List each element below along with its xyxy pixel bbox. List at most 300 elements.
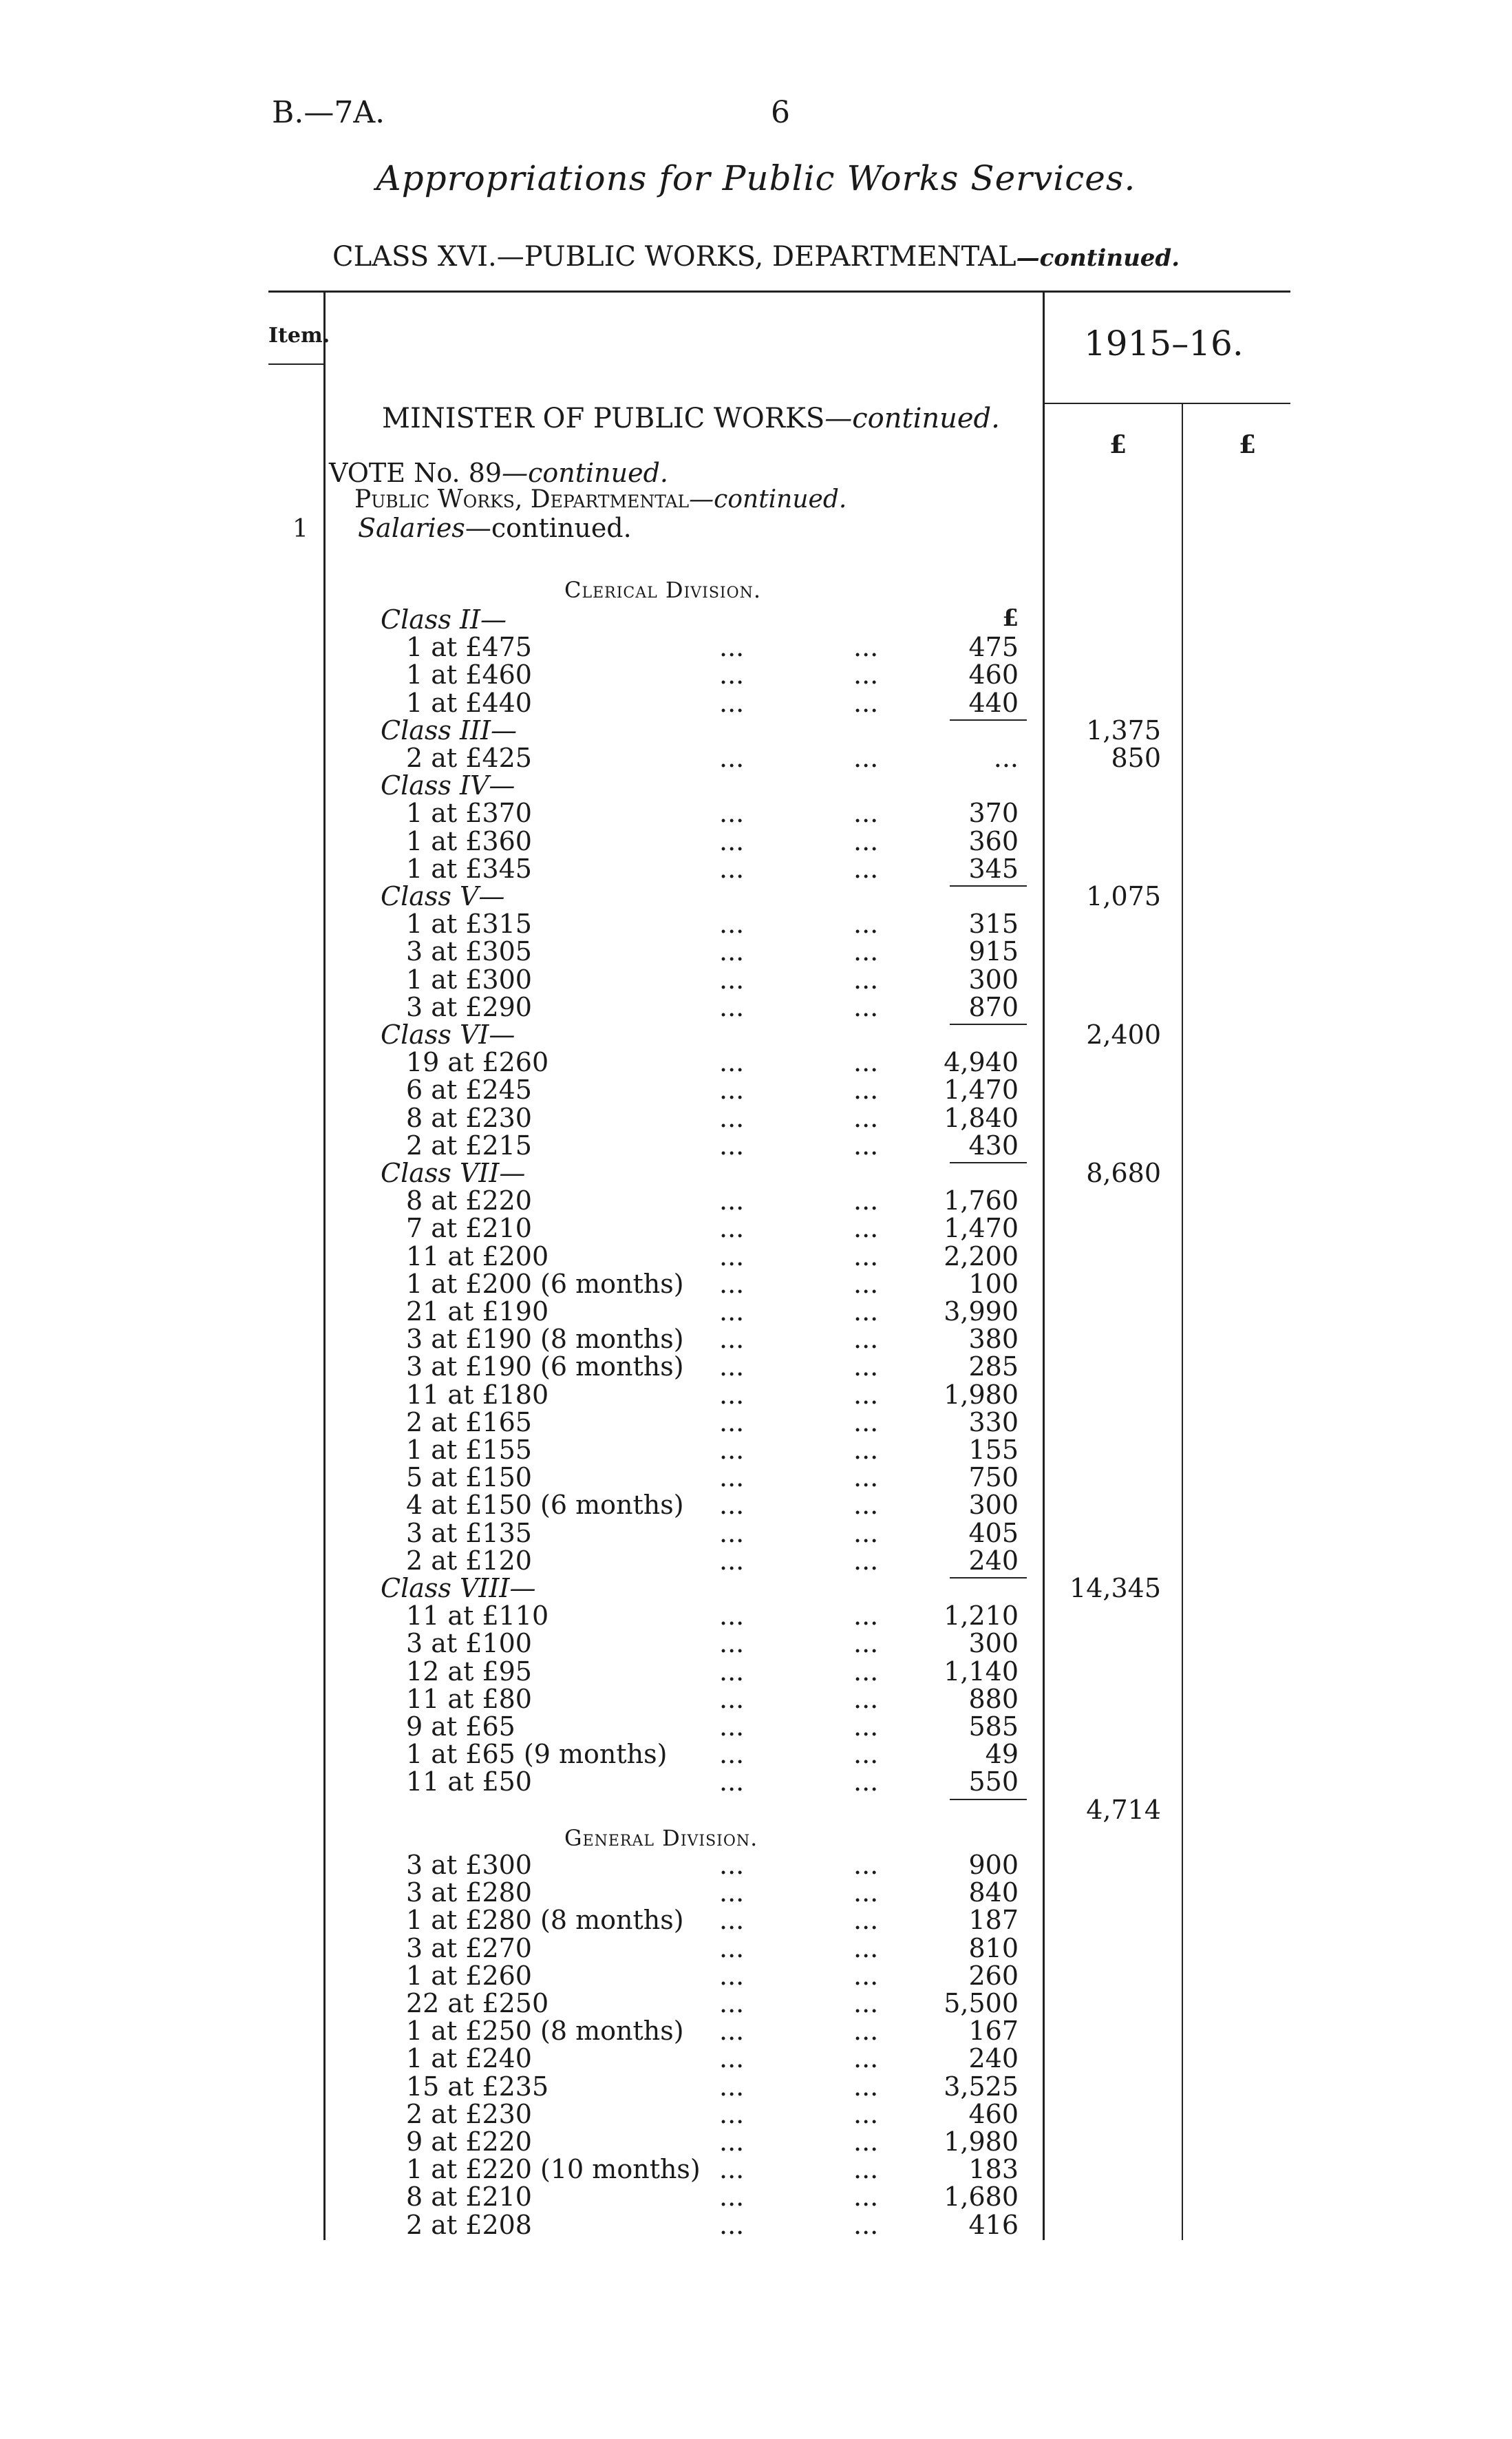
table-row: [0, 1877, 1512, 1908]
leader-dots: ...: [719, 2154, 745, 2185]
leader-dots: ...: [853, 659, 879, 690]
line-amount: 360: [968, 825, 1019, 856]
class-label: Class II—: [381, 604, 507, 635]
leader-dots: ...: [853, 825, 879, 856]
leader-dots: ...: [719, 1435, 745, 1465]
line-amount: 370: [968, 798, 1019, 829]
class-row: [0, 770, 1512, 801]
line-amount: 1,980: [944, 2126, 1019, 2157]
table-row: [0, 1628, 1512, 1659]
leader-dots: ...: [853, 1102, 879, 1133]
line-amount: 300: [968, 964, 1019, 995]
line-amount: 330: [968, 1406, 1019, 1437]
line-amount: 167: [968, 2016, 1019, 2047]
table-row: [0, 1268, 1512, 1299]
line-amount: 430: [968, 1130, 1019, 1161]
class-label: Class IV—: [381, 770, 515, 801]
class-heading-main: CLASS XVI.—PUBLIC WORKS, DEPARTMENTAL: [332, 241, 1016, 273]
leader-dots: ...: [853, 1960, 879, 1991]
leader-dots: ...: [719, 632, 745, 663]
leader-dots: ...: [853, 1656, 879, 1687]
leader-dots: ...: [719, 853, 745, 884]
subtotal-rule: [950, 1799, 1027, 1800]
line-amount: 155: [968, 1435, 1019, 1465]
minister-heading-continued: —continued.: [824, 403, 1000, 434]
leader-dots: ...: [719, 1683, 745, 1714]
line-label: 1 at £65 (9 months): [406, 1739, 668, 1770]
line-label: 1 at £360: [406, 825, 532, 856]
line-label: 3 at £100: [406, 1628, 532, 1659]
line-amount: 3,525: [944, 2071, 1019, 2102]
table-row: [0, 909, 1512, 940]
leader-dots: ...: [853, 1185, 879, 1216]
line-label: 1 at £240: [406, 2043, 532, 2074]
table-row: [0, 659, 1512, 690]
vote-heading: [329, 458, 668, 488]
leader-dots: ...: [719, 659, 745, 690]
line-label: 3 at £290: [406, 991, 532, 1022]
leader-dots: ...: [853, 1462, 879, 1493]
table-row: [0, 2043, 1512, 2074]
line-label: 1 at £440: [406, 687, 532, 718]
class-row: [0, 1573, 1512, 1601]
line-label: 3 at £300: [406, 1850, 532, 1880]
line-amount: 187: [968, 1905, 1019, 1936]
leader-dots: ...: [719, 1932, 745, 1963]
leader-dots: ...: [719, 1296, 745, 1327]
table-row: [0, 1517, 1512, 1548]
leader-dots: ...: [853, 1268, 879, 1299]
public-works-heading-continued: —continued.: [689, 485, 847, 514]
table-row: [0, 1296, 1512, 1327]
leader-dots: ...: [719, 2209, 745, 2240]
line-amount: 880: [968, 1683, 1019, 1714]
table-row: [0, 1351, 1512, 1382]
table-row: [0, 2098, 1512, 2129]
leader-dots: ...: [853, 687, 879, 718]
pound-symbol-total: £: [1239, 430, 1257, 459]
line-amount: 750: [968, 1462, 1019, 1493]
table-row: [0, 1490, 1512, 1521]
line-amount: £: [1002, 604, 1019, 632]
class-heading: [0, 241, 1512, 273]
leader-dots: ...: [719, 825, 745, 856]
line-label: 1 at £155: [406, 1435, 532, 1465]
line-amount: 1,470: [944, 1075, 1019, 1106]
table-row: [0, 1545, 1512, 1576]
line-amount: 870: [968, 991, 1019, 1022]
line-label: 9 at £65: [406, 1711, 515, 1742]
leader-dots: ...: [719, 2126, 745, 2157]
leader-dots: ...: [719, 1185, 745, 1216]
leader-dots: ...: [853, 743, 879, 773]
line-label: 8 at £230: [406, 1102, 532, 1133]
table-row: [0, 687, 1512, 718]
line-amount: 285: [968, 1351, 1019, 1382]
leader-dots: ...: [853, 1932, 879, 1963]
vote-heading-main: VOTE No. 89: [329, 458, 502, 488]
page-number: 6: [771, 95, 790, 130]
leader-dots: ...: [853, 1766, 879, 1797]
line-amount: 416: [968, 2209, 1019, 2240]
leader-dots: ...: [719, 1850, 745, 1880]
leader-dots: ...: [719, 1268, 745, 1299]
leader-dots: ...: [719, 1047, 745, 1078]
item-number: 1: [292, 515, 308, 543]
leader-dots: ...: [853, 1075, 879, 1106]
table-row: [0, 1739, 1512, 1770]
leader-dots: ...: [719, 1324, 745, 1355]
vote-heading-continued: —continued.: [502, 458, 668, 488]
line-label: 2 at £120: [406, 1545, 532, 1576]
line-label: 3 at £280: [406, 1877, 532, 1908]
line-label: 11 at £80: [406, 1683, 532, 1714]
table-row: [0, 798, 1512, 829]
leader-dots: ...: [853, 1517, 879, 1548]
public-works-heading-main: Public Works, Departmental: [354, 485, 690, 514]
leader-dots: ...: [853, 2043, 879, 2074]
line-amount: 1,470: [944, 1213, 1019, 1244]
line-label: 4 at £150 (6 months): [406, 1490, 684, 1521]
table-row: [0, 1905, 1512, 1936]
line-amount: 840: [968, 1877, 1019, 1908]
table-row: [0, 826, 1512, 854]
leader-dots: ...: [853, 2154, 879, 2185]
salaries-heading-main: Salaries: [358, 513, 465, 543]
leader-dots: ...: [853, 1711, 879, 1742]
table-row: [0, 1075, 1512, 1106]
table-row: [0, 1988, 1512, 2016]
table-row: [0, 1130, 1512, 1161]
leader-dots: ...: [719, 1351, 745, 1382]
leader-dots: ...: [853, 632, 879, 663]
line-amount: 2,200: [944, 1240, 1019, 1271]
leader-dots: ...: [853, 1351, 879, 1382]
year-column-header: 1915–16.: [1084, 324, 1244, 363]
line-label: 1 at £220 (10 months): [406, 2154, 701, 2185]
leader-dots: ...: [853, 964, 879, 995]
line-amount: 300: [968, 1628, 1019, 1659]
leader-dots: ...: [719, 1711, 745, 1742]
class-row: [0, 881, 1512, 909]
leader-dots: ...: [853, 1601, 879, 1632]
line-amount: 1,210: [944, 1601, 1019, 1632]
table-row: [0, 1379, 1512, 1410]
line-label: 6 at £245: [406, 1075, 532, 1106]
leader-dots: ...: [719, 2182, 745, 2213]
leader-dots: ...: [719, 1656, 745, 1687]
line-amount: 550: [968, 1766, 1019, 1797]
line-label: 19 at £260: [406, 1047, 549, 1078]
leader-dots: ...: [853, 2209, 879, 2240]
item-head-rule: [268, 363, 323, 365]
leader-dots: ...: [719, 1240, 745, 1271]
leader-dots: ...: [719, 1739, 745, 1770]
table-row: [0, 1683, 1512, 1714]
table-row: [0, 2126, 1512, 2157]
leader-dots: ...: [719, 1102, 745, 1133]
line-amount: 5,500: [944, 1988, 1019, 2018]
leader-dots: ...: [853, 1296, 879, 1327]
leader-dots: ...: [853, 1240, 879, 1271]
line-amount: 100: [968, 1268, 1019, 1299]
table-row: [0, 2071, 1512, 2102]
clerical-division-title: Clerical Division.: [564, 577, 762, 603]
leader-dots: ...: [853, 2126, 879, 2157]
table-row: [0, 964, 1512, 995]
table-row: [0, 1766, 1512, 1797]
line-label: 3 at £190 (8 months): [406, 1324, 684, 1355]
line-amount: 300: [968, 1490, 1019, 1521]
line-label: 1 at £370: [406, 798, 532, 829]
line-amount: 915: [968, 936, 1019, 967]
leader-dots: ...: [853, 798, 879, 829]
line-label: 11 at £110: [406, 1601, 549, 1632]
line-label: 1 at £460: [406, 659, 532, 690]
class-label: Class III—: [381, 715, 517, 746]
leader-dots: ...: [719, 1628, 745, 1659]
class-row: [0, 604, 1512, 635]
leader-dots: ...: [853, 1130, 879, 1161]
line-amount: 810: [968, 1932, 1019, 1963]
leader-dots: ...: [719, 1379, 745, 1410]
class-label: Class V—: [381, 881, 505, 911]
line-label: 2 at £208: [406, 2209, 532, 2240]
line-label: 1 at £250 (8 months): [406, 2016, 684, 2047]
table-row: [0, 1960, 1512, 1991]
subtotal-rule: [950, 719, 1027, 721]
year-head-rule: [1044, 403, 1290, 404]
leader-dots: ...: [853, 1406, 879, 1437]
subtotal-rule: [950, 885, 1027, 887]
line-amount: 440: [968, 687, 1019, 718]
class-row: [0, 1020, 1512, 1050]
leader-dots: ...: [853, 1739, 879, 1770]
leader-dots: ...: [853, 1213, 879, 1244]
class-label: Class VIII—: [381, 1573, 536, 1603]
line-label: 1 at £475: [406, 632, 532, 663]
table-row: [0, 1656, 1512, 1687]
leader-dots: ...: [853, 2098, 879, 2129]
line-amount: 380: [968, 1324, 1019, 1355]
subtotal-amount: 1,375: [1086, 715, 1161, 746]
line-label: 2 at £230: [406, 2098, 532, 2129]
leader-dots: ...: [853, 1379, 879, 1410]
table-row: [0, 2016, 1512, 2047]
class-label: Class VII—: [381, 1158, 526, 1188]
leader-dots: ...: [719, 1545, 745, 1576]
leader-dots: ...: [853, 1905, 879, 1936]
leader-dots: ...: [719, 1601, 745, 1632]
leader-dots: ...: [853, 1435, 879, 1465]
document-reference: B.—7A.: [272, 95, 385, 130]
table-row: [0, 743, 1512, 773]
line-amount: 240: [968, 2043, 1019, 2074]
subtotal-amount: 2,400: [1086, 1020, 1161, 1050]
table-row: [0, 1850, 1512, 1880]
line-label: 3 at £135: [406, 1517, 532, 1548]
line-amount: 1,140: [944, 1656, 1019, 1687]
table-row: [0, 1102, 1512, 1133]
leader-dots: ...: [719, 743, 745, 773]
table-row: [0, 936, 1512, 967]
leader-dots: ...: [853, 936, 879, 967]
line-amount: 460: [968, 2098, 1019, 2129]
leader-dots: ...: [853, 1683, 879, 1714]
public-works-heading: [354, 485, 846, 514]
subtotal-amount: 14,345: [1069, 1573, 1161, 1603]
leader-dots: ...: [719, 2098, 745, 2129]
line-amount: 1,840: [944, 1102, 1019, 1133]
class-heading-continued: —continued.: [1016, 244, 1180, 272]
line-label: 1 at £260: [406, 1960, 532, 1991]
line-amount: 1,760: [944, 1185, 1019, 1216]
leader-dots: ...: [719, 1877, 745, 1908]
leader-dots: ...: [719, 1490, 745, 1521]
table-row: [0, 632, 1512, 663]
table-row: [0, 1462, 1512, 1493]
leader-dots: ...: [853, 1490, 879, 1521]
minister-heading: [382, 403, 1000, 434]
minister-heading-main: MINISTER OF PUBLIC WORKS: [382, 403, 825, 434]
leader-dots: ...: [853, 2071, 879, 2102]
table-row: [0, 2182, 1512, 2213]
salaries-heading: [358, 513, 632, 543]
pound-symbol-subtotal: £: [1109, 430, 1127, 459]
leader-dots: ...: [853, 909, 879, 940]
subtotal-amount: 4,714: [1086, 1794, 1161, 1825]
line-amount: 585: [968, 1711, 1019, 1742]
subtotal-amount: 850: [1111, 743, 1161, 773]
leader-dots: ...: [719, 1960, 745, 1991]
leader-dots: ...: [853, 1047, 879, 1078]
line-label: 8 at £220: [406, 1185, 532, 1216]
subtotal-amount: 1,075: [1086, 881, 1161, 911]
table-row: [0, 853, 1512, 884]
line-amount: 49: [985, 1739, 1019, 1770]
leader-dots: ...: [719, 1517, 745, 1548]
general-division-title: General Division.: [564, 1824, 758, 1851]
subtotal-rule: [950, 1577, 1027, 1579]
line-label: 12 at £95: [406, 1656, 532, 1687]
line-label: 11 at £200: [406, 1240, 549, 1271]
line-label: 3 at £270: [406, 1932, 532, 1963]
leader-dots: ...: [719, 687, 745, 718]
line-amount: 3,990: [944, 1296, 1019, 1327]
table-row: [0, 1241, 1512, 1269]
leader-dots: ...: [719, 2043, 745, 2074]
line-amount: 315: [968, 909, 1019, 940]
line-label: 3 at £305: [406, 936, 532, 967]
subtotal-rule: [950, 1162, 1027, 1163]
leader-dots: ...: [719, 1213, 745, 1244]
table-row: [0, 1601, 1512, 1632]
table-row: [0, 1711, 1512, 1742]
leader-dots: ...: [719, 798, 745, 829]
line-label: 1 at £315: [406, 909, 532, 940]
leader-dots: ...: [719, 1406, 745, 1437]
table-row: [0, 1185, 1512, 1216]
table-row: [0, 1047, 1512, 1078]
leader-dots: ...: [853, 1628, 879, 1659]
line-label: 11 at £180: [406, 1379, 549, 1410]
line-amount: 4,940: [944, 1047, 1019, 1078]
table-row: [0, 1407, 1512, 1435]
line-label: 1 at £200 (6 months): [406, 1268, 684, 1299]
page-title: Appropriations for Public Works Services.: [376, 158, 1136, 198]
line-label: 9 at £220: [406, 2126, 532, 2157]
table-row: [0, 992, 1512, 1020]
table-row: [0, 2154, 1512, 2185]
leader-dots: ...: [853, 991, 879, 1022]
line-amount: 183: [968, 2154, 1019, 2185]
leader-dots: ...: [719, 964, 745, 995]
line-label: 2 at £165: [406, 1406, 532, 1437]
leader-dots: ...: [853, 853, 879, 884]
leader-dots: ...: [853, 2182, 879, 2213]
line-label: 11 at £50: [406, 1766, 532, 1797]
class-row: [0, 1158, 1512, 1188]
leader-dots: ...: [719, 1075, 745, 1106]
leader-dots: ...: [719, 1130, 745, 1161]
leader-dots: ...: [853, 1988, 879, 2018]
table-top-rule: [268, 291, 1290, 293]
item-column-header: Item.: [268, 324, 330, 348]
line-label: 7 at £210: [406, 1213, 532, 1244]
table-row: [0, 1435, 1512, 1465]
line-label: 8 at £210: [406, 2182, 532, 2213]
table-row: [0, 2209, 1512, 2240]
line-amount: 345: [968, 853, 1019, 884]
line-label: 3 at £190 (6 months): [406, 1351, 684, 1382]
leader-dots: ...: [719, 2071, 745, 2102]
line-label: 1 at £300: [406, 964, 532, 995]
line-amount: ...: [993, 743, 1019, 773]
line-label: 2 at £215: [406, 1130, 532, 1161]
line-amount: 900: [968, 1850, 1019, 1880]
leader-dots: ...: [719, 1905, 745, 1936]
leader-dots: ...: [853, 1545, 879, 1576]
subtotal-rule: [950, 1024, 1027, 1025]
line-label: 1 at £280 (8 months): [406, 1905, 684, 1936]
leader-dots: ...: [853, 2016, 879, 2047]
line-label: 21 at £190: [406, 1296, 549, 1327]
line-label: 5 at £150: [406, 1462, 532, 1493]
leader-dots: ...: [719, 1462, 745, 1493]
line-label: 22 at £250: [406, 1988, 549, 2018]
line-amount: 240: [968, 1545, 1019, 1576]
subtotal-amount: 8,680: [1086, 1158, 1161, 1188]
line-amount: 475: [968, 632, 1019, 663]
leader-dots: ...: [719, 936, 745, 967]
line-amount: 1,980: [944, 1379, 1019, 1410]
leader-dots: ...: [853, 1877, 879, 1908]
leader-dots: ...: [719, 2016, 745, 2047]
table-row: [0, 1933, 1512, 1961]
leader-dots: ...: [853, 1324, 879, 1355]
table-row: [0, 1324, 1512, 1355]
line-amount: 260: [968, 1960, 1019, 1991]
leader-dots: ...: [719, 1988, 745, 2018]
salaries-heading-continued: —continued.: [465, 513, 632, 543]
leader-dots: ...: [853, 1850, 879, 1880]
leader-dots: ...: [719, 909, 745, 940]
line-amount: 460: [968, 659, 1019, 690]
line-amount: 405: [968, 1517, 1019, 1548]
leader-dots: ...: [719, 1766, 745, 1797]
line-label: 2 at £425: [406, 743, 532, 773]
leader-dots: ...: [719, 991, 745, 1022]
